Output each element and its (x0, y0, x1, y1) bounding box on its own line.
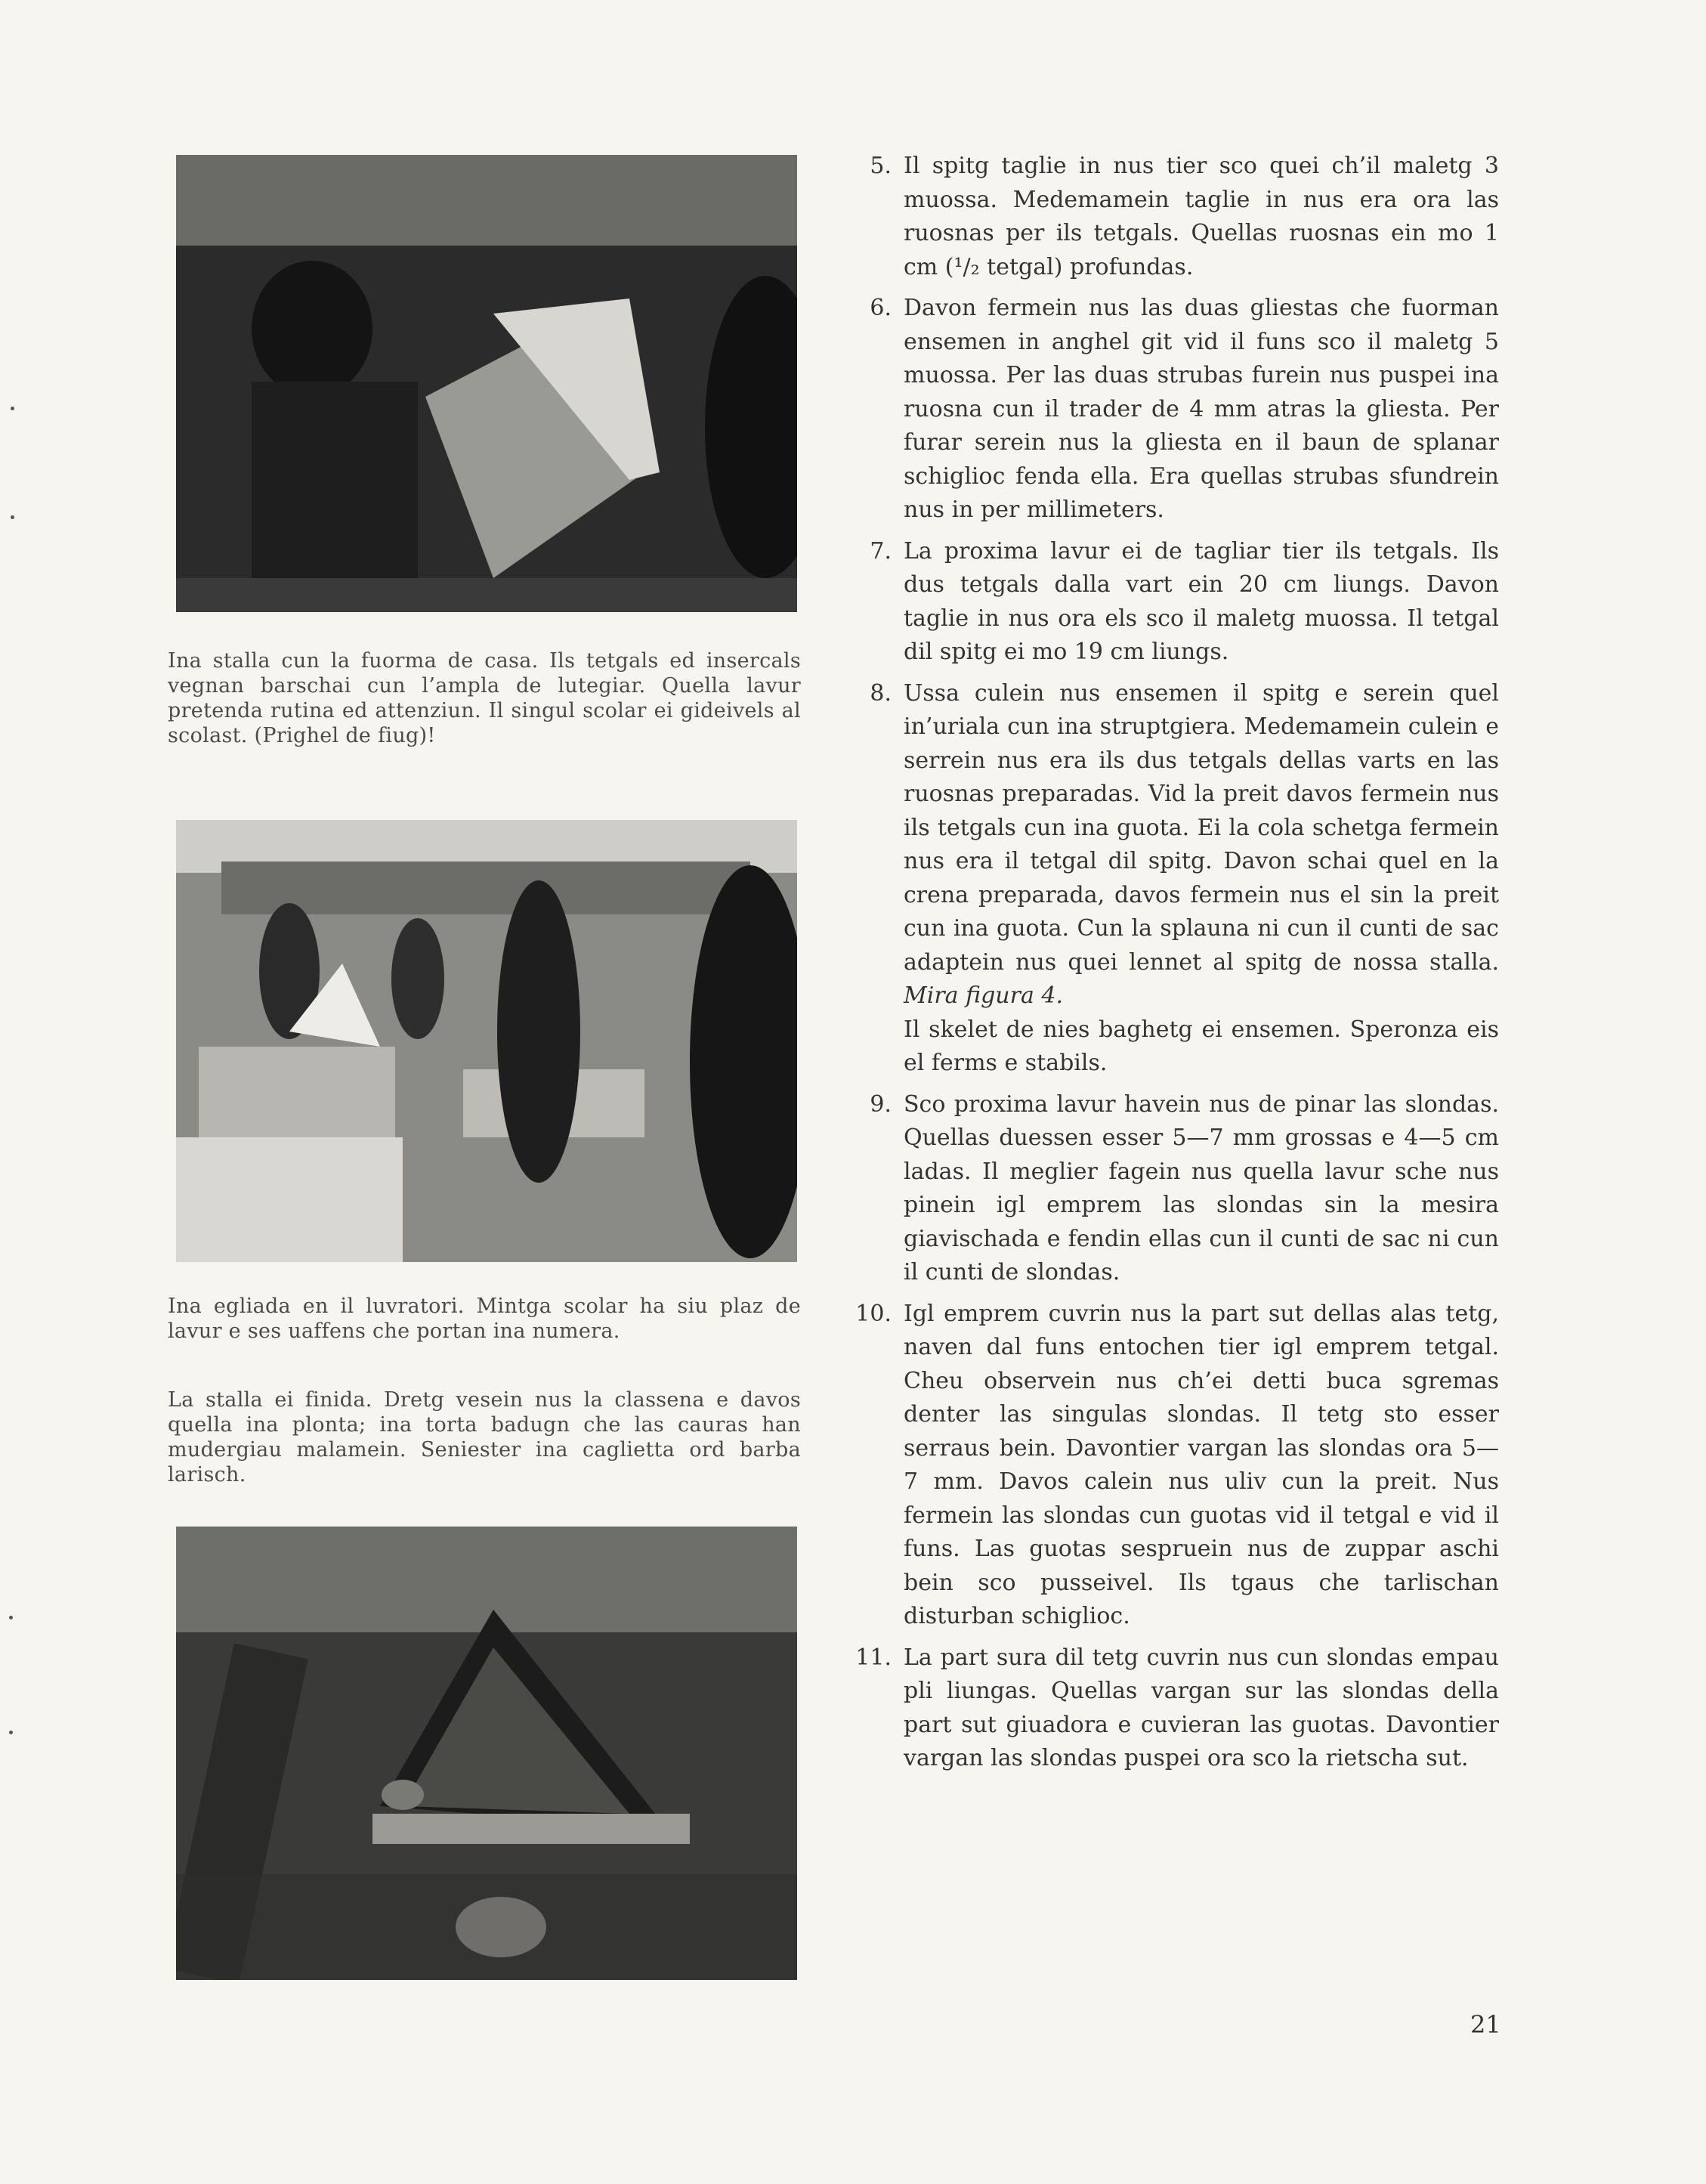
step-number: 5. (870, 153, 892, 179)
instruction-step-9 (855, 1088, 1499, 1290)
photo-finished-stable (176, 1527, 797, 1980)
step-number: 7. (870, 537, 892, 565)
margin-speck (11, 407, 14, 410)
margin-speck (9, 1731, 13, 1734)
photo2-caption: Ina egliada en il luvratori. Mintga scolar ha siu plaz de lavur e ses uaffens che portan ina numera. (168, 1295, 801, 1343)
instruction-step-6 (855, 292, 1499, 527)
photo-workshop-overview (176, 820, 797, 1262)
instruction-step-8 (855, 677, 1499, 1081)
photo-student-cutting-roof (176, 155, 797, 612)
instruction-step-11 (855, 1641, 1499, 1776)
step-number: 10. (855, 1300, 892, 1327)
step-note: Il skelet de nies baghetg ei ensemen. Speronza eis el ferms e stabils. (904, 1016, 1499, 1076)
step-text: Il spitg taglie in nus tier sco quei ch’il maletg 3 muossa. Medemamein taglie in nus era ora las ruosnas per ils tetgals. Quellas ruosnas ein mo 1 cm (¹/₂ tetgal) profundas. (904, 153, 1499, 280)
step-text: Igl emprem cuvrin nus la part sut dellas alas tetg, naven dal funs entochen tier igl emprem tetgal. Cheu observein nus ch’ei detti buca sgremas denter las singulas slondas. Il tetg sto esser serraus bein. Davontier vargan las slondas ora 5—7 mm. Davos calein nus uliv cun la preit. Nus fermein las slondas cun guotas vid il tetgal e vid il funs. Las guotas sespruein nus de zuppar aschi bein sco pusseivel. Ils tgaus che tarlischan disturban schiglioc. (904, 1300, 1499, 1629)
step-text: La part sura dil tetg cuvrin nus cun slondas empau pli liungas. Quellas vargan sur las slondas della part sut giuadora e cuvieran las guotas. Davontier vargan las slondas puspei ora sco la rietscha sut. (904, 1644, 1499, 1771)
step-text: La proxima lavur ei de tagliar tier ils tetgals. Ils dus tetgals dalla vart ein 20 cm liungs. Davon taglie in nus ora els sco il maletg muossa. Il tetgal dil spitg ei mo 19 cm liungs. (904, 537, 1499, 665)
step-text: Davon fermein nus las duas gliestas che fuorman ensemen in anghel git vid il funs sco il maletg 5 muossa. Per las duas strubas furein nus puspei ina ruosna cun il trader de 4 mm atras la gliesta. Per furar serein nus la gliesta en il baun de splanar schiglioc fenda ella. Era quellas strubas sfundrein nus in per millimeters. (904, 295, 1499, 523)
figure-reference: Mira figura 4. (904, 982, 1063, 1009)
margin-speck (9, 1616, 13, 1619)
step-number: 11. (855, 1644, 892, 1671)
step-number: 6. (870, 295, 892, 321)
photo3-caption: La stalla ei finida. Dretg vesein nus la classena e davos quella ina plonta; ina torta badugn che las cauras han mudergiau malamein. Seniester ina caglietta ord barba larisch. (168, 1388, 801, 1486)
instruction-step-10 (855, 1298, 1499, 1634)
step-number: 8. (870, 679, 892, 707)
step-text: Ussa culein nus ensemen il spitg e serein quel in’uriala cun ina struptgiera. Medemamein culein e serrein nus era ils dus tetgals dellas varts en las ruosnas preparadas. Vid la preit davos fermein nus ils tetgals cun ina guota. Ei la cola schetga fermein nus era il tetgal dil spitg. Davon schai quel en la crena preparada, davos fermein nus el sin la preit cun ina guota. Cun la splauna ni cun il cunti de sac adaptein nus quei lennet al spitg de nossa stalla. (904, 679, 1499, 976)
photo1-caption: Ina stalla cun la fuorma de casa. Ils tetgals ed insercals vegnan barschai cun l’ampla de lutegiar. Quella lavur pretenda rutina ed attenziun. Il singul scolar ei gideivels al scolast. (Prighel de fiug)! (168, 649, 801, 747)
margin-speck (11, 515, 14, 519)
instruction-step-5 (855, 150, 1499, 284)
instruction-list (855, 150, 1499, 1783)
step-text: Sco proxima lavur havein nus de pinar las slondas. Quellas duessen esser 5—7 mm grossas e 4—5 cm ladas. Il meglier fagein nus quella lavur sche nus pinein igl emprem las slondas sin la mesira giavischada e fendin ellas cun il cunti de sac ni cun il cunti de slondas. (904, 1090, 1499, 1285)
page-number: 21 (1470, 2010, 1501, 2039)
step-number: 9. (870, 1090, 892, 1118)
instruction-step-7 (855, 535, 1499, 670)
